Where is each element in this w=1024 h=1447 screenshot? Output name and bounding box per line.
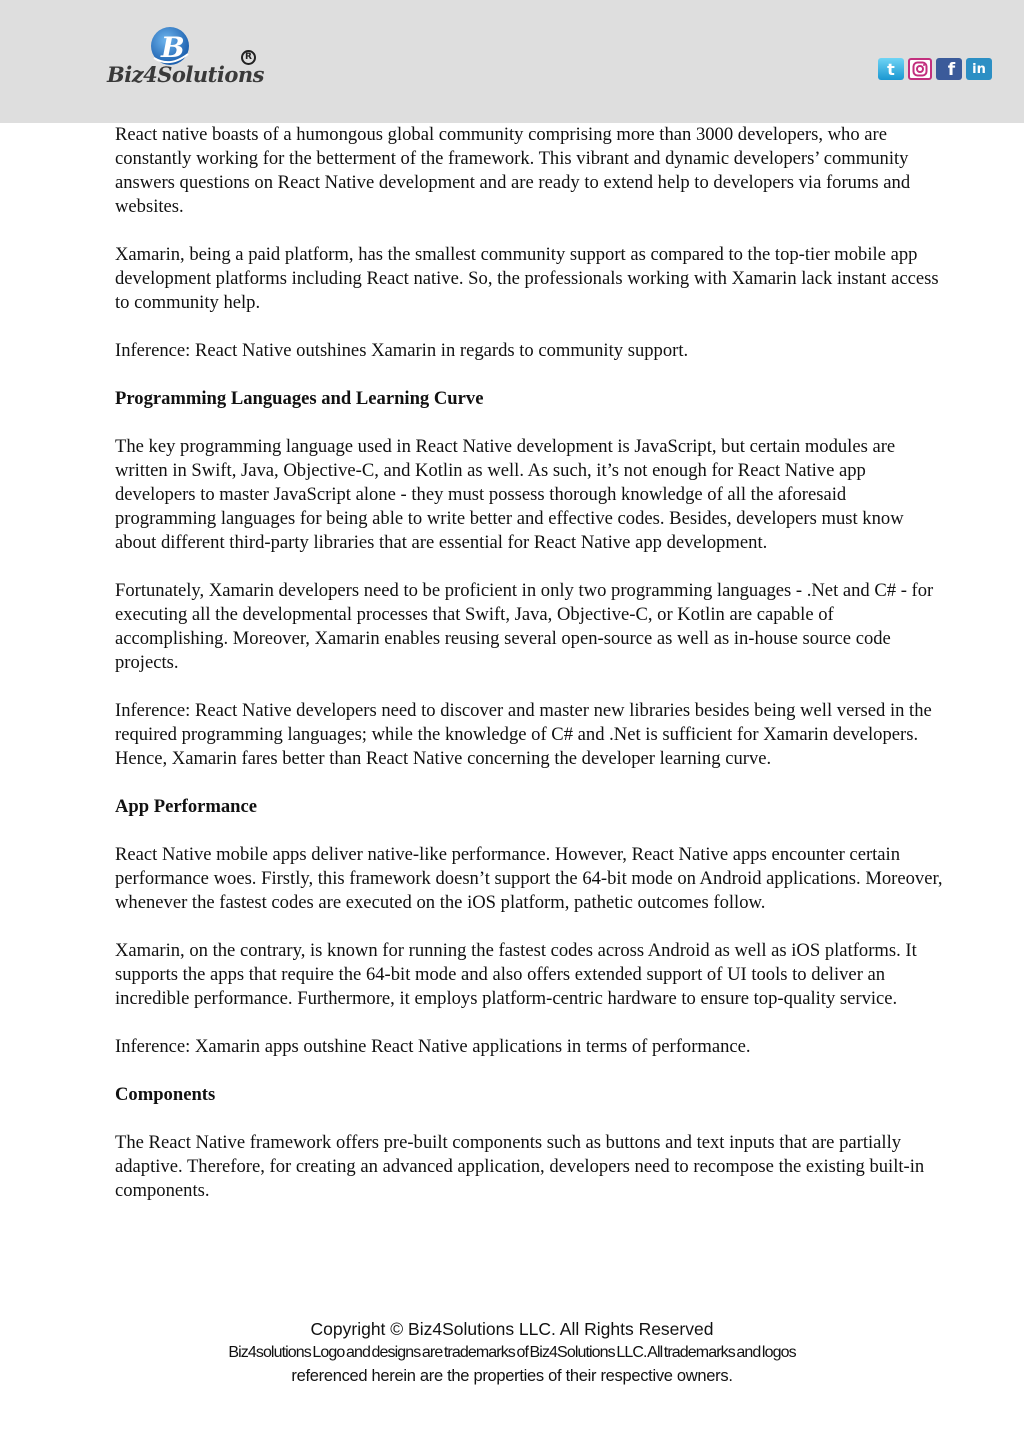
section-heading: App Performance xyxy=(115,796,257,817)
paragraph: The key programming language used in React Native development is JavaScript, but certain modules are written in Swift, Java, Objective-C, and Kotlin as well. As such, it’s not enough for React Native app developers to master JavaScript alone - they must possess thorough knowledge of all the aforesaid programming languages for being able to write better and effective codes. Besides, developers must know about different third-party libraries that are essential for React Native app development. xyxy=(115,436,904,553)
trademark-line: Biz4solutions Logo and designs are trademarks of Biz4Solutions LLC. All trademarks and logos xyxy=(228,1344,796,1361)
instagram-icon[interactable] xyxy=(908,58,932,80)
trademark-line-continued: referenced herein are the properties of their respective owners. xyxy=(291,1367,733,1385)
section-heading: Components xyxy=(115,1084,216,1105)
paragraph: Fortunately, Xamarin developers need to be proficient in only two programming languages - .Net and C# - for executing all the developmental processes that Swift, Java, Objective-C, or Kotlin are capable of accomplishing. Moreover, Xamarin enables reusing several open-source as well as in-house source code projects. xyxy=(115,580,934,673)
paragraph: Xamarin, being a paid platform, has the smallest community support as compared to the top-tier mobile app development platforms including React native. So, the professionals working with Xamarin lack instant access to community help. xyxy=(115,244,939,313)
paragraph: React Native mobile apps deliver native-like performance. However, React Native apps encounter certain performance woes. Firstly, this framework doesn’t support the 64-bit mode on Android applications. Moreover, whenever the fastest codes are executed on the iOS platform, pathetic outcomes follow. xyxy=(115,844,943,913)
article-body xyxy=(115,123,945,1227)
section-heading: Programming Languages and Learning Curve xyxy=(115,388,484,409)
paragraph: The React Native framework offers pre-built components such as buttons and text inputs that are partially adaptive. Therefore, for creating an advanced application, developers need to recompose the existing built-in components. xyxy=(115,1132,925,1201)
copyright-line: Copyright © Biz4Solutions LLC. All Rights Reserved xyxy=(310,1319,714,1339)
social-links xyxy=(878,58,992,81)
paragraph: Inference: Xamarin apps outshine React Native applications in terms of performance. xyxy=(115,1036,751,1057)
paragraph: Inference: React Native outshines Xamarin in regards to community support. xyxy=(115,340,689,361)
linkedin-icon[interactable]: in xyxy=(966,58,992,80)
paragraph: React native boasts of a humongous global community comprising more than 3000 developers, who are constantly working for the betterment of the framework. This vibrant and dynamic developers’ community answers questions on React Native development and are ready to extend help to developers via forums and websites. xyxy=(115,124,911,217)
twitter-icon[interactable]: t xyxy=(878,58,904,80)
logo-wordmark: Biz4Solutions xyxy=(107,62,264,87)
page-header xyxy=(0,0,1024,123)
paragraph: Inference: React Native developers need to discover and master new libraries besides being well versed in the required programming languages; while the knowledge of C# and .Net is sufficient for Xamarin developers. Hence, Xamarin fares better than React Native concerning the developer learning curve. xyxy=(115,700,932,769)
svg-text:B: B xyxy=(161,31,185,64)
page-footer xyxy=(0,1317,1024,1388)
facebook-icon[interactable]: f xyxy=(936,58,962,80)
registered-mark: R xyxy=(241,50,256,65)
biz4solutions-logo[interactable] xyxy=(104,24,264,94)
paragraph: Xamarin, on the contrary, is known for running the fastest codes across Android as well as iOS platforms. It supports the apps that require the 64-bit mode and also offers extended support of UI tools to deliver an incredible performance. Furthermore, it employs platform-centric hardware to ensure top-quality service. xyxy=(115,940,917,1009)
